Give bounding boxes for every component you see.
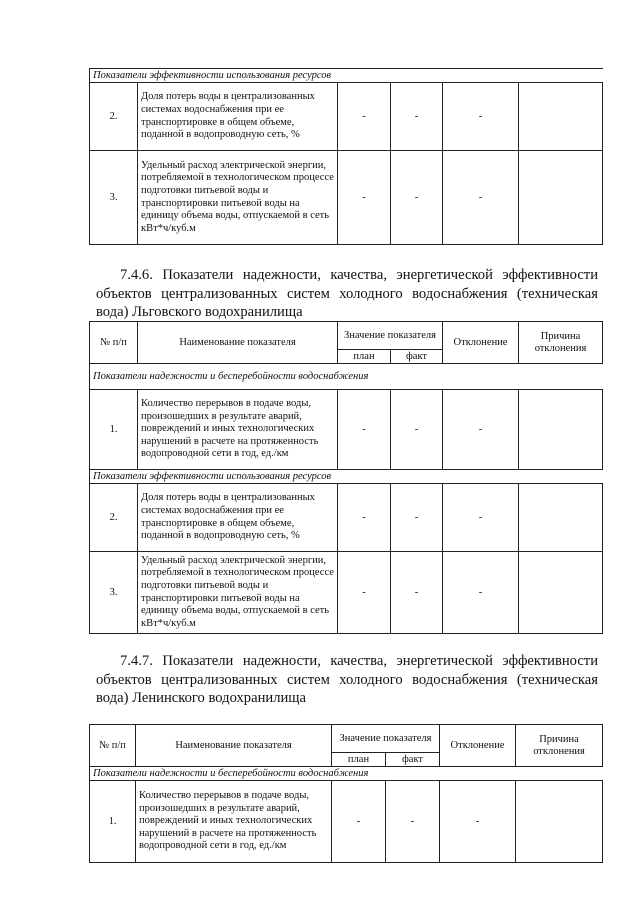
reason-value [519, 484, 603, 552]
row-number: 1. [90, 390, 138, 470]
col-header-num: № п/п [90, 322, 138, 364]
col-header-fact: факт [391, 350, 443, 364]
header-row [90, 725, 603, 753]
section-heading-746: 7.4.6. Показатели надежности, качества, энергетической эффективности объектов централизованных систем холодного водоснабжения (техническая вода) Льговского водохранилища [96, 267, 598, 320]
fact-value: - [391, 83, 443, 151]
reason-value [516, 781, 603, 863]
plan-value: - [338, 484, 391, 552]
indicator-name: Удельный расход электрической энергии, потребляемой в технологическом процессе подготовки питьевой воды и транспортировки питьевой воды на единицу объема воды, отпускаемой в сеть кВт*ч/куб.м [138, 151, 338, 245]
group-row [90, 364, 603, 390]
indicator-name: Количество перерывов в подаче воды, произошедших в результате аварий, повреждений и иных технологических нарушений в расчете на протяженность водопроводной сети в год, ед./км [136, 781, 332, 863]
fact-value: - [391, 390, 443, 470]
row-number: 1. [90, 781, 136, 863]
group-label: Показатели эффективности использования ресурсов [90, 470, 443, 484]
col-header-num: № п/п [90, 725, 136, 767]
reason-value [519, 83, 603, 151]
reason-value [519, 390, 603, 470]
table-row [90, 151, 603, 245]
group-row [90, 470, 603, 484]
group-label: Показатели надежности и бесперебойности водоснабжения [90, 364, 443, 390]
row-number: 3. [90, 151, 138, 245]
table-747 [89, 724, 603, 863]
deviation-value: - [443, 151, 519, 245]
deviation-value: - [443, 390, 519, 470]
group-label: Показатели эффективности использования ресурсов [90, 69, 443, 83]
col-header-value: Значение показателя [338, 322, 443, 350]
fact-value: - [386, 781, 440, 863]
indicator-name: Доля потерь воды в централизованных системах водоснабжения при ее транспортировке в общем объеме, поданной в водопроводную сеть, % [138, 484, 338, 552]
plan-value: - [338, 151, 391, 245]
plan-value: - [338, 552, 391, 634]
indicator-name: Доля потерь воды в централизованных системах водоснабжения при ее транспортировке в общем объеме, поданной в водопроводную сеть, % [138, 83, 338, 151]
deviation-value: - [443, 552, 519, 634]
table-row [90, 781, 603, 863]
col-header-fact: факт [386, 753, 440, 767]
fact-value: - [391, 151, 443, 245]
col-header-plan: план [332, 753, 386, 767]
group-label: Показатели надежности и бесперебойности водоснабжения [90, 767, 440, 781]
col-header-name: Наименование показателя [136, 725, 332, 767]
plan-value: - [332, 781, 386, 863]
row-number: 2. [90, 484, 138, 552]
reason-value [519, 151, 603, 245]
col-header-deviation: Отклонение [443, 322, 519, 364]
col-header-reason: Причина отклонения [516, 725, 603, 767]
reason-value [519, 552, 603, 634]
col-header-value: Значение показателя [332, 725, 440, 753]
group-row [90, 69, 603, 83]
row-number: 3. [90, 552, 138, 634]
col-header-deviation: Отклонение [440, 725, 516, 767]
fact-value: - [391, 484, 443, 552]
table-746 [89, 321, 603, 634]
table-row [90, 484, 603, 552]
col-header-name: Наименование показателя [138, 322, 338, 364]
plan-value: - [338, 83, 391, 151]
col-header-plan: план [338, 350, 391, 364]
table-row [90, 390, 603, 470]
deviation-value: - [443, 484, 519, 552]
section-heading-747: 7.4.7. Показатели надежности, качества, энергетической эффективности объектов централизованных систем холодного водоснабжения (техническая вода) Ленинского водохранилища [96, 653, 598, 706]
indicator-name: Количество перерывов в подаче воды, произошедших в результате аварий, повреждений и иных технологических нарушений в расчете на протяженность водопроводной сети в год, ед./км [138, 390, 338, 470]
table-row [90, 83, 603, 151]
deviation-value: - [443, 83, 519, 151]
plan-value: - [338, 390, 391, 470]
header-row [90, 322, 603, 350]
indicator-name: Удельный расход электрической энергии, потребляемой в технологическом процессе подготовки питьевой воды и транспортировки питьевой воды на единицу объема воды, отпускаемой в сеть кВт*ч/куб.м [138, 552, 338, 634]
group-row [90, 767, 603, 781]
deviation-value: - [440, 781, 516, 863]
fact-value: - [391, 552, 443, 634]
table-row [90, 552, 603, 634]
col-header-reason: Причина отклонения [519, 322, 603, 364]
row-number: 2. [90, 83, 138, 151]
top-table [89, 68, 603, 245]
